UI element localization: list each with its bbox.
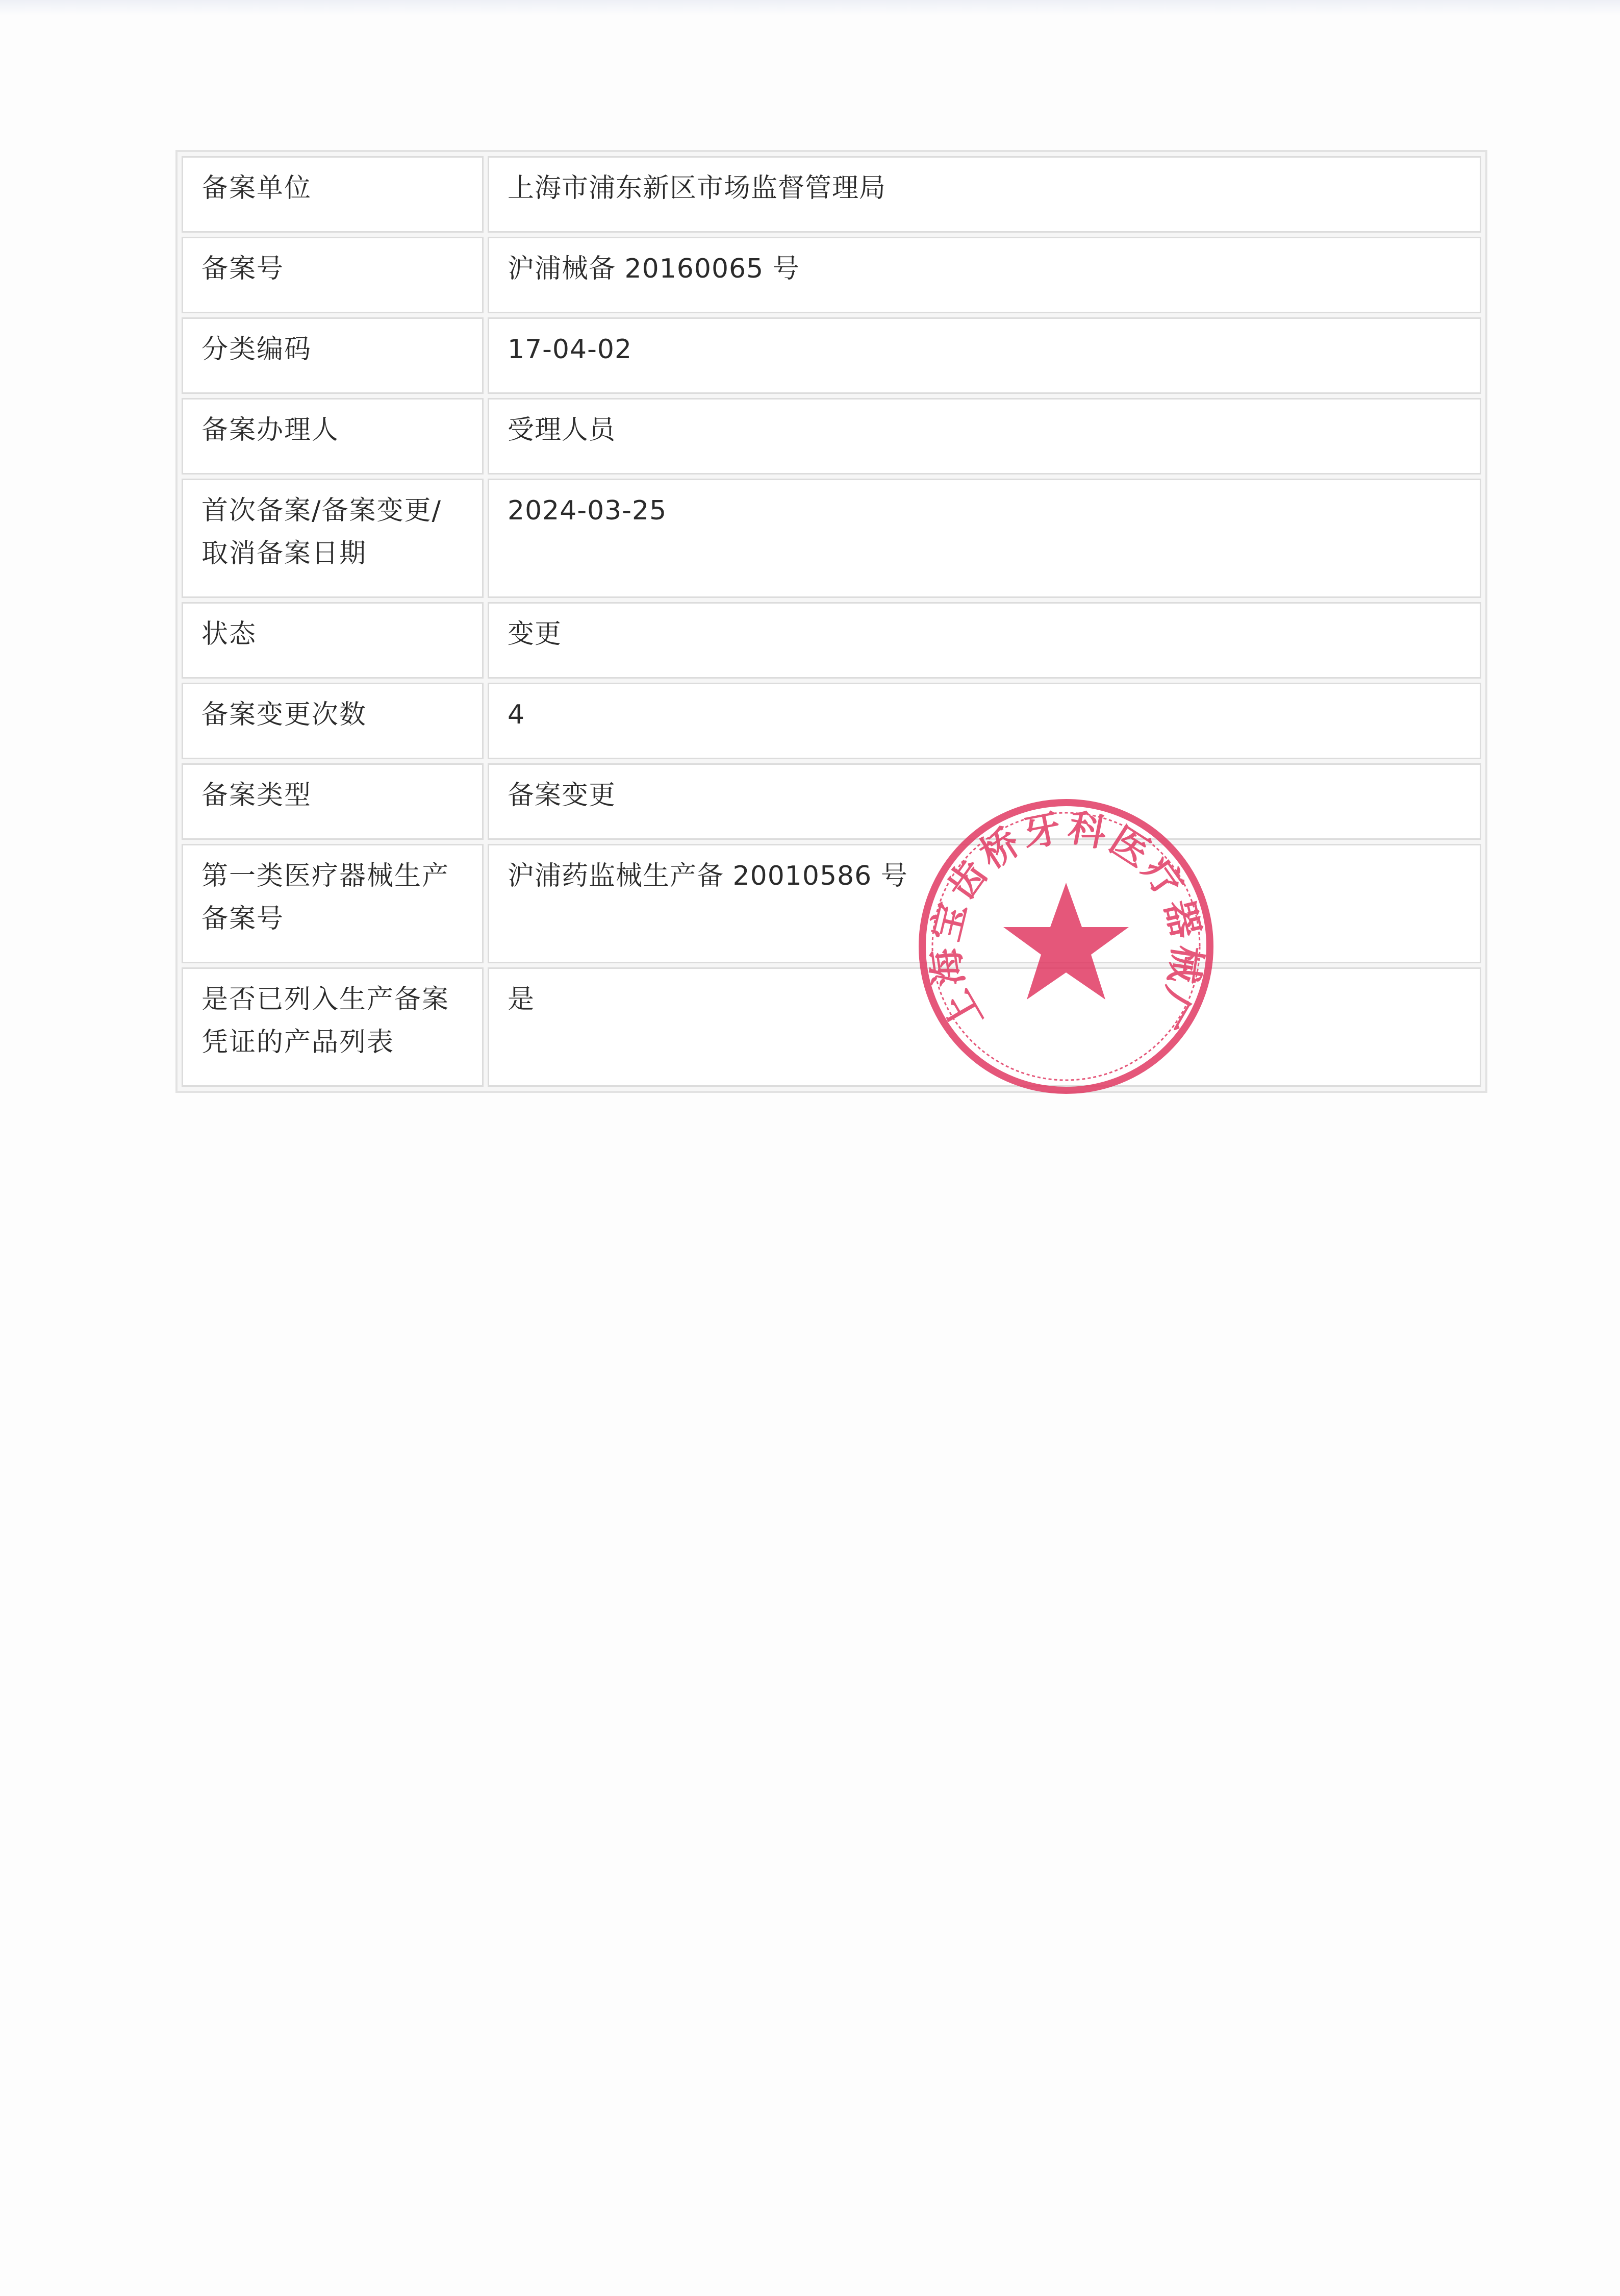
table-row (182, 237, 1481, 313)
field-value: 沪浦药监械生产备 20010586 号 (488, 844, 1481, 963)
table-row (182, 602, 1481, 679)
field-label: 备案办理人 (182, 398, 484, 475)
field-label: 状态 (182, 602, 484, 679)
field-label: 备案类型 (182, 763, 484, 840)
star-icon (1003, 883, 1129, 1000)
field-label: 分类编码 (182, 317, 484, 394)
table-row (182, 398, 1481, 475)
field-value: 2024-03-25 (488, 479, 1481, 598)
seal-text: 上海宝齿桥牙科医疗器械厂 (923, 805, 1209, 1038)
table-row (182, 844, 1481, 963)
field-value: 变更 (488, 602, 1481, 679)
field-value: 是 (488, 967, 1481, 1087)
official-seal (913, 793, 1219, 1100)
field-value: 沪浦械备 20160065 号 (488, 237, 1481, 313)
field-label: 是否已列入生产备案凭证的产品列表 (182, 967, 484, 1087)
field-label: 第一类医疗器械生产备案号 (182, 844, 484, 963)
table-row (182, 967, 1481, 1087)
field-label: 备案单位 (182, 156, 484, 233)
field-label: 备案变更次数 (182, 683, 484, 759)
field-value: 17-04-02 (488, 317, 1481, 394)
table-row (182, 156, 1481, 233)
table-row (182, 763, 1481, 840)
field-value: 受理人员 (488, 398, 1481, 475)
field-value: 备案变更 (488, 763, 1481, 840)
table-row (182, 479, 1481, 598)
field-value: 上海市浦东新区市场监督管理局 (488, 156, 1481, 233)
record-table (175, 150, 1487, 1093)
scan-edge (0, 0, 1620, 15)
field-label: 首次备案/备案变更/取消备案日期 (182, 479, 484, 598)
table-row (182, 317, 1481, 394)
field-value: 4 (488, 683, 1481, 759)
table-row (182, 683, 1481, 759)
field-label: 备案号 (182, 237, 484, 313)
